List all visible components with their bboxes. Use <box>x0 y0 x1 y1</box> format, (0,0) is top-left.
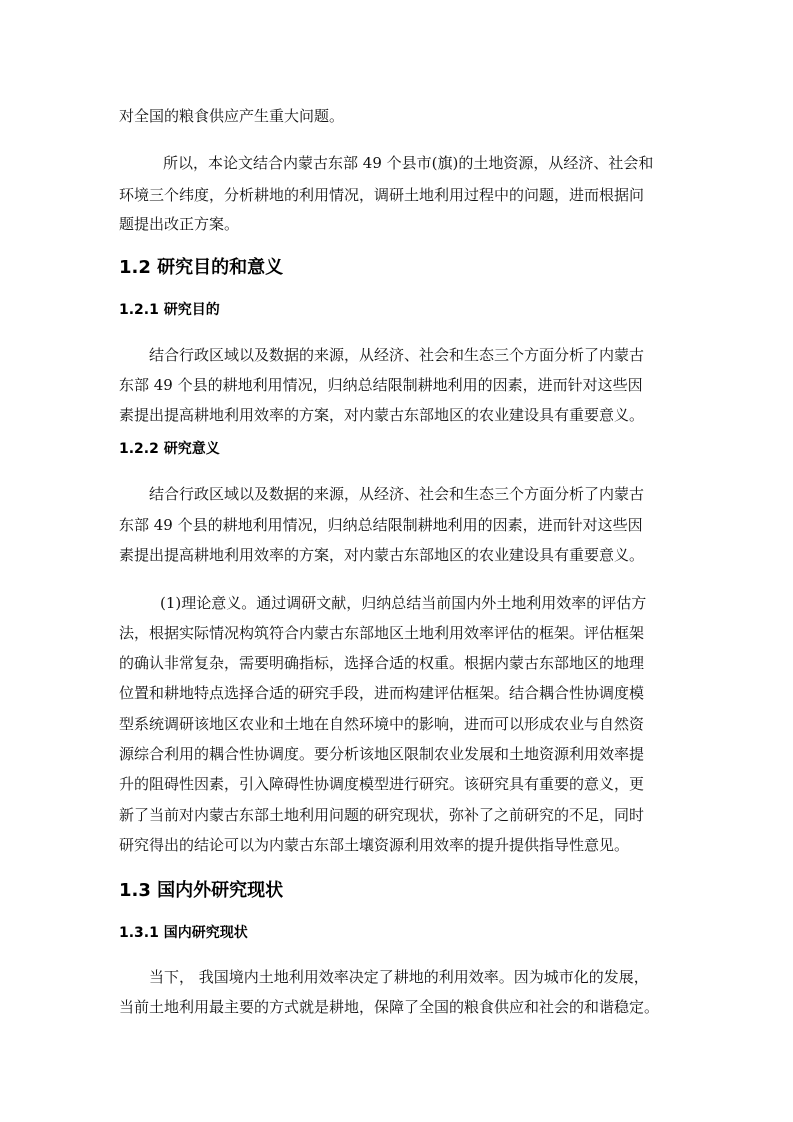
paragraph-line: 新了当前对内蒙古东部土地利用问题的研究现状，弥补了之前研究的不足，同时 <box>119 806 645 824</box>
paragraph-line: 研究得出的结论可以为内蒙古东部土壤资源利用效率的提升提供指导性意见。 <box>119 836 630 854</box>
paragraph-line: 的确认非常复杂，需要明确指标，选择合适的权重。根据内蒙古东部地区的地理 <box>119 654 645 672</box>
paragraph-line: 题提出改正方案。 <box>119 215 240 233</box>
paragraph-line: 型系统调研该地区农业和土地在自然环境中的影响，进而可以形成农业与自然资 <box>119 715 645 733</box>
paragraph-line: 素提出提高耕地利用效率的方案，对内蒙古东部地区的农业建设具有重要意义。 <box>119 406 645 424</box>
paragraph-line: 升的阻碍性因素，引入障碍性协调度模型进行研究。该研究具有重要的意义，更 <box>119 775 645 793</box>
paragraph-line: 对全国的粮食供应产生重大问题。 <box>119 107 345 125</box>
subsection-heading: 1.3.1 国内研究现状 <box>119 925 248 941</box>
paragraph-line: 源综合利用的耦合性协调度。要分析该地区限制农业发展和土地资源利用效率提 <box>119 745 645 763</box>
paragraph-line: 素提出提高耕地利用效率的方案，对内蒙古东部地区的农业建设具有重要意义。 <box>119 546 645 564</box>
paragraph-line: 环境三个纬度，分析耕地的利用情况，调研土地利用过程中的问题，进而根据问 <box>119 186 645 204</box>
paragraph-line: (1)理论意义。通过调研文献，归纳总结当前国内外土地利用效率的评估方 <box>160 594 647 612</box>
paragraph-line: 结合行政区域以及数据的来源，从经济、社会和生态三个方面分析了内蒙古 <box>149 485 645 503</box>
paragraph-line: 东部 49 个县的耕地利用情况，归纳总结限制耕地利用的因素，进而针对这些因 <box>119 516 643 534</box>
paragraph-line: 当前土地利用最主要的方式就是耕地，保障了全国的粮食供应和社会的和谐稳定。 <box>119 998 660 1016</box>
paragraph-line: 结合行政区域以及数据的来源，从经济、社会和生态三个方面分析了内蒙古 <box>149 346 645 364</box>
paragraph-line: 当下， 我国境内土地利用效率决定了耕地的利用效率。因为城市化的发展， <box>149 968 649 986</box>
section-heading: 1.3 国内外研究现状 <box>119 880 284 901</box>
paragraph-line: 所以，本论文结合内蒙古东部 49 个县市(旗)的土地资源，从经济、社会和 <box>163 154 654 172</box>
paragraph-line: 位置和耕地特点选择合适的研究手段，进而构建评估框架。结合耦合性协调度模 <box>119 684 645 702</box>
section-heading: 1.2 研究目的和意义 <box>119 257 284 278</box>
subsection-heading: 1.2.1 研究目的 <box>119 302 220 318</box>
paragraph-line: 东部 49 个县的耕地利用情况，归纳总结限制耕地利用的因素，进而针对这些因 <box>119 376 643 394</box>
subsection-heading: 1.2.2 研究意义 <box>119 441 220 457</box>
paragraph-line: 法，根据实际情况构筑符合内蒙古东部地区土地利用效率评估的框架。评估框架 <box>119 624 645 642</box>
